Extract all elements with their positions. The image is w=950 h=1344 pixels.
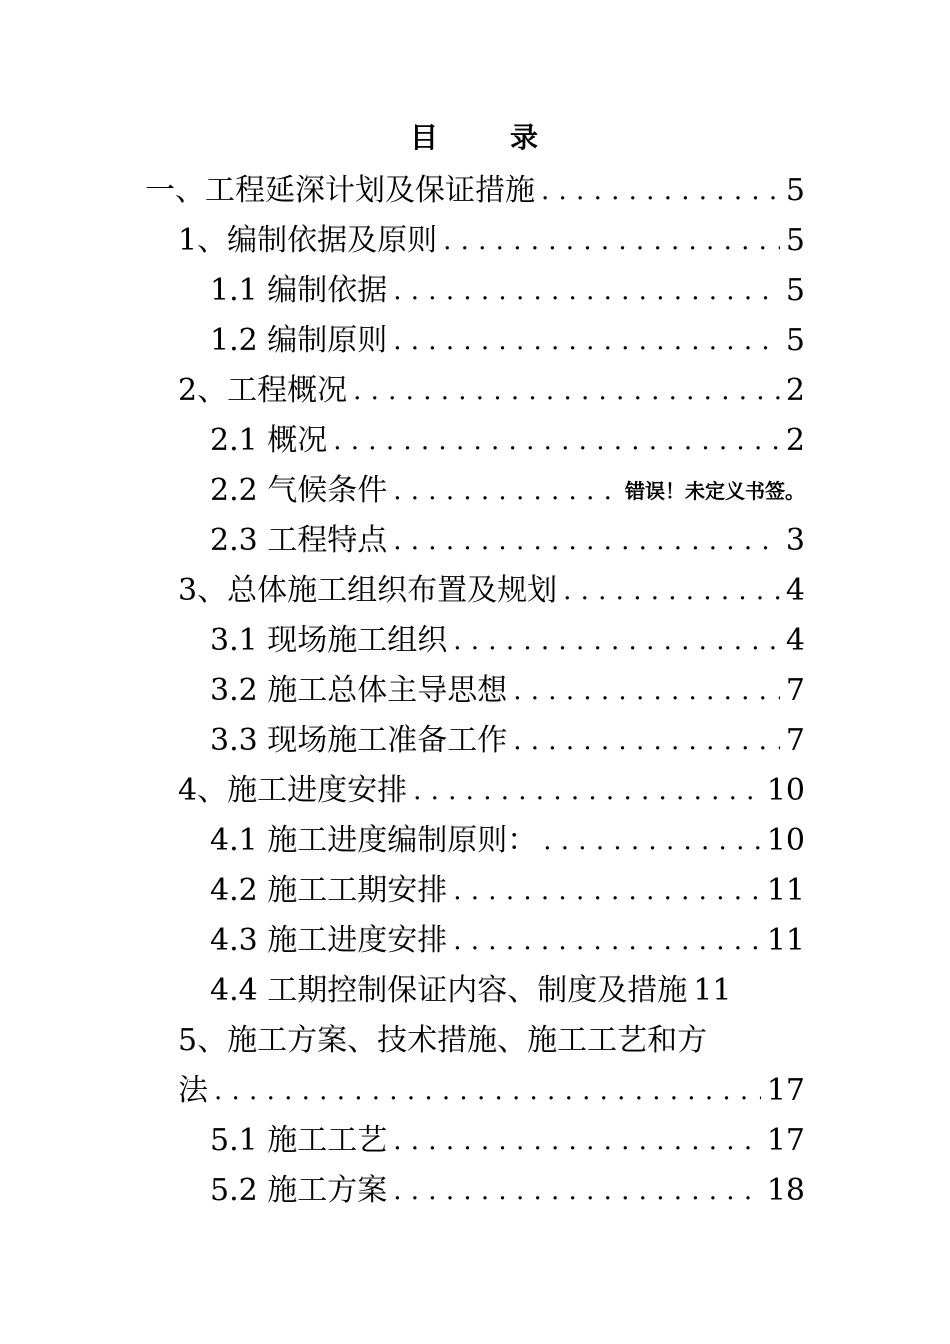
- toc-entry-1-4-1[interactable]: [210, 816, 805, 866]
- toc-entry-1-3-3[interactable]: [210, 716, 805, 766]
- toc-entry-label: 3.1 现场施工组织: [210, 623, 448, 658]
- toc-entry-page: 2: [785, 373, 805, 408]
- toc-entry-label: 4.3 施工进度安排: [210, 923, 448, 958]
- toc-entry-page: 10: [766, 773, 805, 808]
- dot-leader: [387, 466, 619, 516]
- dot-leader: [208, 1066, 761, 1116]
- toc-entry-page: 5: [785, 223, 805, 258]
- toc-entry-label: 一、工程延深计划及保证措施: [145, 173, 535, 208]
- toc-entry-label: 1.2 编制原则: [210, 323, 388, 358]
- dot-leader: [387, 1166, 761, 1216]
- toc-entry-page: 18: [766, 1173, 805, 1208]
- toc-entry-1-2-1[interactable]: [210, 416, 805, 466]
- toc-entry-page: 3: [785, 523, 805, 558]
- toc-entry-1-2-3[interactable]: [210, 516, 805, 566]
- toc-title: [0, 118, 950, 158]
- dot-leader: [537, 816, 761, 866]
- dot-leader: [447, 916, 761, 966]
- toc-entry-page: 2: [785, 423, 805, 458]
- toc-entry-page: 17: [766, 1073, 805, 1108]
- toc-entry-page: 7: [785, 723, 805, 758]
- toc-entry-page: 4: [785, 623, 805, 658]
- toc-entry-page: 11: [766, 923, 805, 958]
- toc-entry-1-5-2[interactable]: [210, 1166, 805, 1216]
- toc-entry-1-3-2[interactable]: [210, 666, 805, 716]
- toc-entry-label: 1.1 编制依据: [210, 273, 388, 308]
- toc-entry-1-1[interactable]: [178, 216, 805, 266]
- dot-leader: [447, 866, 761, 916]
- toc-entry-1-4-4[interactable]: [210, 966, 805, 1016]
- toc-entry-1-2-2[interactable]: [210, 466, 805, 516]
- dot-leader: [507, 716, 780, 766]
- dot-leader: [437, 216, 780, 266]
- toc-title-char-1: 目: [409, 121, 440, 154]
- toc-entry-label: 2.1 概况: [210, 423, 328, 458]
- toc-entry-label: 2.3 工程特点: [210, 523, 388, 558]
- toc-entry-label: 5.2 施工方案: [210, 1173, 388, 1208]
- bookmark-error-text: 错误！未定义书签。: [625, 479, 805, 503]
- dot-leader: [387, 1116, 761, 1166]
- toc-entry-page: 5: [785, 173, 805, 208]
- toc-entry-1-4-2[interactable]: [210, 866, 805, 916]
- dot-leader: [407, 766, 761, 816]
- toc-entry-page: 11: [766, 873, 805, 908]
- toc-entry-label: 3.2 施工总体主导思想: [210, 673, 508, 708]
- dot-leader: [387, 316, 780, 366]
- dot-leader: [387, 266, 780, 316]
- toc-entry-1-3[interactable]: [178, 566, 805, 616]
- toc-entry-page: 10: [766, 823, 805, 858]
- toc-entry-label: 3、总体施工组织布置及规划: [178, 573, 558, 608]
- toc-entry-1-5-1[interactable]: [210, 1116, 805, 1166]
- toc-entry-1-2[interactable]: [178, 366, 805, 416]
- dot-leader: [387, 516, 780, 566]
- toc-entry-label: 3.3 现场施工准备工作: [210, 723, 508, 758]
- dot-leader: [507, 666, 780, 716]
- toc-entry-1-3-1[interactable]: [210, 616, 805, 666]
- toc-entry-label: 5、施工方案、技术措施、施工工艺和方: [178, 1023, 708, 1058]
- toc-entry-label: 4、施工进度安排: [178, 773, 408, 808]
- toc-entry-1[interactable]: [145, 166, 805, 216]
- toc-title-char-2: 录: [510, 121, 541, 154]
- toc-entry-label: 2、工程概况: [178, 373, 348, 408]
- toc-entry-label: 4.2 施工工期安排: [210, 873, 448, 908]
- toc-entry-1-4[interactable]: [178, 766, 805, 816]
- toc-entry-label: 4.4 工期控制保证内容、制度及措施: [210, 973, 688, 1008]
- toc-entry-1-4-3[interactable]: [210, 916, 805, 966]
- toc-entry-1-5-continued[interactable]: [178, 1066, 805, 1116]
- dot-leader: [347, 366, 780, 416]
- toc-entry-1-5[interactable]: [178, 1016, 805, 1066]
- toc-entry-page: 5: [785, 273, 805, 308]
- toc-entry-label: 5.1 施工工艺: [210, 1123, 388, 1158]
- dot-leader: [447, 616, 780, 666]
- toc-entry-page: 4: [785, 573, 805, 608]
- toc-entry-page: 17: [766, 1123, 805, 1158]
- toc-entry-1-1-2[interactable]: [210, 316, 805, 366]
- toc-entry-page: 11: [693, 973, 732, 1008]
- toc-entry-label: 2.2 气候条件: [210, 473, 388, 508]
- toc-entry-label: 4.1 施工进度编制原则：: [210, 823, 538, 858]
- toc-entry-page: 7: [785, 673, 805, 708]
- dot-leader: [535, 166, 780, 216]
- dot-leader: [327, 416, 780, 466]
- dot-leader: [557, 566, 780, 616]
- toc-entry-1-1-1[interactable]: [210, 266, 805, 316]
- toc-entry-label: 1、编制依据及原则: [178, 223, 438, 258]
- toc-entry-label: 法: [178, 1073, 208, 1108]
- toc-entry-page: 5: [785, 323, 805, 358]
